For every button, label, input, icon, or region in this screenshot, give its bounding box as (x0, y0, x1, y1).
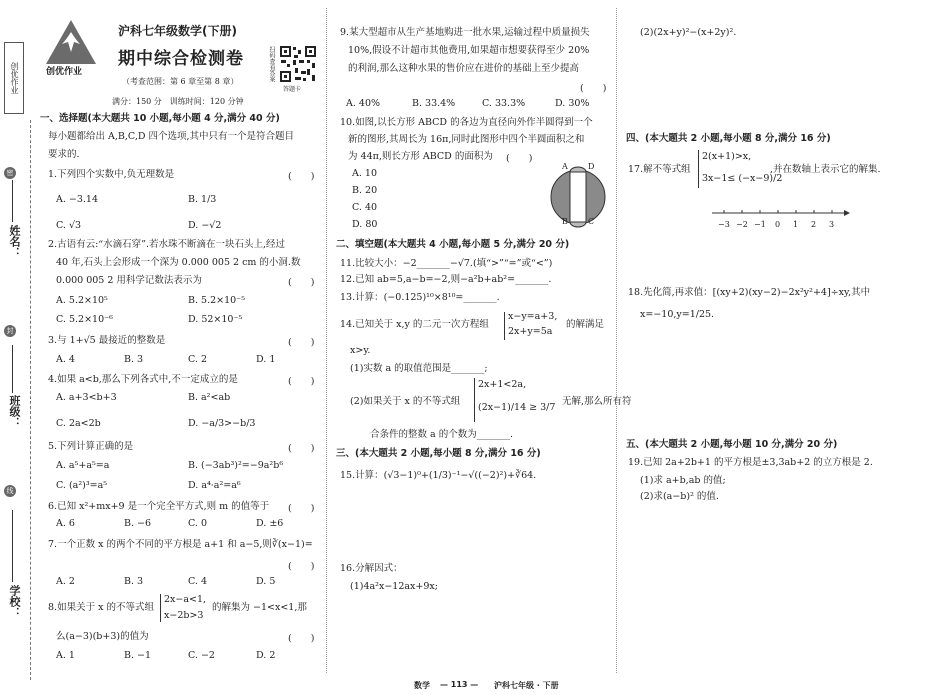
section-4-title: 四、(本大题共 2 小题,每小题 8 分,满分 16 分) (626, 133, 831, 144)
q3-option-c[interactable]: C. 2 (188, 354, 208, 365)
label-C: C (588, 217, 595, 226)
q4-option-a[interactable]: A. a+3<b+3 (56, 392, 117, 403)
q5-option-d[interactable]: D. a⁴·a²=a⁶ (188, 480, 241, 491)
label-D: D (588, 162, 595, 171)
class-blank[interactable] (12, 345, 13, 393)
section-3-title: 三、(本大题共 2 小题,每小题 8 分,满分 16 分) (336, 448, 541, 459)
q7-option-a[interactable]: A. 2 (56, 576, 75, 587)
rectangle-semicircles-figure (548, 162, 608, 232)
question-12: 12.已知 ab=5,a−b=−2,则−a²b+ab²=_______. (340, 274, 552, 285)
q10-option-a[interactable]: A. 10 (352, 168, 377, 179)
q10-figure (548, 162, 608, 232)
question-15: 15.计算：(√3−1)⁰+(1/3)⁻¹−√((−2)²)+∛64. (340, 470, 537, 481)
q8-brace (160, 594, 161, 622)
qr-caption: 扫码查看答案 (268, 46, 275, 82)
question-7: 7.一个正数 x 的两个不同的平方根是 a+1 和 a−5,则∛(x−1)= (48, 539, 313, 550)
logo-text: 创优作业 (46, 67, 83, 77)
column-divider-2 (616, 8, 617, 673)
q6-option-b[interactable]: B. −6 (124, 518, 152, 529)
section-2-title: 二、填空题(本大题共 4 小题,每小题 5 分,满分 20 分) (336, 239, 570, 250)
logo-icon (44, 18, 98, 66)
q14-p2-system-1: 2x+1<2a, (478, 379, 527, 390)
q9-option-a[interactable]: A. 40% (346, 98, 381, 109)
q10-option-b[interactable]: B. 20 (352, 185, 378, 196)
q14-system-2: 2x+y=5a (508, 326, 553, 337)
answer-paren-1[interactable]: ( ) (288, 171, 315, 182)
answer-paren-8[interactable]: ( ) (288, 633, 315, 644)
q6-option-a[interactable]: A. 6 (56, 518, 75, 529)
tick-label: 0 (775, 220, 781, 229)
qr-code[interactable] (279, 45, 317, 83)
question-8-line-2: 么(a−3)(b+3)的值为 (56, 631, 149, 642)
answer-paren-7[interactable]: ( ) (288, 561, 315, 572)
question-10-line-1: 10.如图,以长方形 ABCD 的各边为直径向外作半圆得到一个 (340, 117, 593, 128)
question-10-line-3: 为 44π,则长方形 ABCD 的面积为 (348, 151, 493, 162)
question-3: 3.与 1+√5 最接近的整数是 (48, 335, 166, 346)
school-blank[interactable] (12, 510, 13, 582)
question-5: 5.下列计算正确的是 (48, 441, 134, 452)
section-1-intro: 每小题都给出 A,B,C,D 四个选项,其中只有一个是符合题目 (48, 131, 295, 142)
q17-brace (698, 150, 699, 188)
q8-option-d[interactable]: D. 2 (256, 650, 276, 661)
column-divider-1 (326, 8, 327, 673)
q4-option-d[interactable]: D. −a/3>−b/3 (188, 418, 256, 429)
question-4: 4.如果 a<b,那么下列各式中,不一定成立的是 (48, 374, 238, 385)
answer-paren-10[interactable]: ( ) (506, 153, 533, 164)
tick-label: 1 (793, 220, 799, 229)
answer-paren-2[interactable]: ( ) (288, 277, 315, 288)
question-19-line-1: 19.已知 2a+2b+1 的平方根是±3,3ab+2 的立方根是 2. (628, 457, 873, 468)
question-10-line-2: 新的图形,其周长为 16π,同时此图形中四个半圆面积之和 (348, 134, 585, 145)
question-18-line-2: x=−10,y=1/25. (640, 309, 715, 320)
q9-option-d[interactable]: D. 30% (555, 98, 590, 109)
question-17-post: ,并在数轴上表示它的解集. (770, 164, 881, 175)
question-2-line-3: 0.000 005 2 用科学记数法表示为 (56, 275, 202, 286)
q17-system-2: 3x−1≤ (−x−9)/2 (702, 173, 783, 184)
section-5-title: 五、(本大题共 2 小题,每小题 10 分,满分 20 分) (626, 439, 838, 450)
q8-option-a[interactable]: A. 1 (56, 650, 75, 661)
question-19-part-2: (2)求(a−b)² 的值. (640, 491, 719, 502)
seal-dot-3: 线 (4, 485, 16, 497)
question-14-part-2-post: 无解,那么所有符 (562, 396, 632, 407)
question-16-part-1: (1)4a²x−12ax+9x; (350, 581, 438, 592)
question-18-line-1: 18.先化简,再求值：[(xy+2)(xy−2)−2x²y²+4]÷xy,其中 (628, 287, 871, 298)
q2-option-d[interactable]: D. 52×10⁻⁵ (188, 314, 243, 325)
footer-subject: 数学 (414, 681, 430, 690)
q1-option-c[interactable]: C. √3 (56, 220, 82, 231)
tick-label: 2 (811, 220, 817, 229)
question-16: 16.分解因式： (340, 563, 403, 574)
question-17-pre: 17.解不等式组 (628, 164, 691, 175)
cut-line (30, 120, 31, 680)
seal-dot-1: 密 (4, 167, 16, 179)
answer-paren-4[interactable]: ( ) (288, 376, 315, 387)
name-blank[interactable] (12, 180, 13, 222)
q14-p2-system-2: (2x−1)/14 ≥ 3/7 (478, 402, 556, 413)
question-6: 6.已知 x²+mx+9 是一个完全平方式,则 m 的值等于 (48, 501, 270, 512)
q8-system-1: 2x−a<1, (164, 594, 207, 605)
question-8-post: 的解集为 −1<x<1,那 (212, 602, 307, 613)
q14-p2-brace (474, 378, 475, 422)
section-1-title: 一、选择题(本大题共 10 小题,每小题 4 分,满分 40 分) (40, 113, 280, 124)
question-8-pre: 8.如果关于 x 的不等式组 (48, 602, 154, 613)
q8-option-c[interactable]: C. −2 (188, 650, 215, 661)
q8-option-b[interactable]: B. −1 (124, 650, 152, 661)
exam-meta: 满分：150 分 训练时间：120 分钟 (112, 97, 244, 106)
page-number: — 113 — (440, 680, 479, 689)
question-13: 13.计算：(−0.125)¹⁰×8¹⁰=_______. (340, 292, 500, 303)
label-A: A (562, 162, 568, 171)
q7-option-b[interactable]: B. 3 (124, 576, 144, 587)
question-2-line-2: 40 年,石头上会形成一个深为 0.000 005 2 cm 的小洞.数 (56, 257, 301, 268)
question-16-part-2: (2)(2x+y)²−(x+2y)². (640, 27, 737, 38)
question-14-condition: x>y. (350, 345, 371, 356)
q3-option-d[interactable]: D. 1 (256, 354, 276, 365)
question-14-line-3: 合条件的整数 a 的个数为_______. (370, 429, 513, 440)
q9-option-c[interactable]: C. 33.3% (482, 98, 526, 109)
answer-paren-5[interactable]: ( ) (288, 443, 315, 454)
subtitle: 沪科七年级数学(下册) (118, 24, 237, 38)
tick-label: −1 (754, 220, 766, 229)
number-line[interactable] (712, 206, 852, 236)
answer-paren-3[interactable]: ( ) (288, 337, 315, 348)
page-title: 期中综合检测卷 (118, 49, 244, 69)
qr-code-icon (279, 45, 317, 83)
question-9-line-3: 的利润,那么这种水果的售价应在进价的基础上至少提高 (348, 63, 580, 74)
q10-option-d[interactable]: D. 80 (352, 219, 378, 230)
exam-scope: （考查范围：第 6 章至第 8 章） (122, 77, 239, 86)
number-line-axis (712, 206, 852, 220)
binding-sidebar (0, 0, 30, 695)
question-14-part-2-pre: (2)如果关于 x 的不等式组 (350, 396, 461, 407)
qr-sub: 答题卡 (283, 86, 302, 93)
q4-option-c[interactable]: C. 2a<2b (56, 418, 101, 429)
tick-label: −3 (718, 220, 730, 229)
q7-option-c[interactable]: C. 4 (188, 576, 208, 587)
q1-option-a[interactable]: A. −3.14 (56, 194, 99, 205)
logo (44, 18, 98, 76)
question-11: 11.比较大小：−2_______−√7.(填“>”“=”或“<”) (340, 258, 553, 269)
section-1-intro-2: 要求的. (48, 149, 80, 160)
q9-option-b[interactable]: B. 33.4% (412, 98, 456, 109)
q6-option-c[interactable]: C. 0 (188, 518, 208, 529)
class-label: 班级： (8, 395, 21, 428)
sidebar-brand: 创优作业 (4, 42, 24, 114)
tick-label: −2 (736, 220, 748, 229)
question-19-part-1: (1)求 a+b,ab 的值; (640, 475, 726, 486)
question-9-line-2: 10%,假设不计超市其他费用,如果超市想要获得至少 20% (348, 45, 590, 56)
footer-book: 沪科七年级 · 下册 (494, 681, 559, 690)
answer-paren-9[interactable]: ( ) (580, 83, 607, 94)
q7-option-d[interactable]: D. 5 (256, 576, 276, 587)
q3-option-a[interactable]: A. 4 (56, 354, 75, 365)
question-1: 1.下列四个实数中,负无理数是 (48, 169, 175, 180)
q3-option-b[interactable]: B. 3 (124, 354, 144, 365)
q10-option-c[interactable]: C. 40 (352, 202, 378, 213)
tick-label: 3 (829, 220, 835, 229)
q4-option-b[interactable]: B. a²<ab (188, 392, 231, 403)
q2-option-a[interactable]: A. 5.2×10⁵ (56, 295, 108, 306)
q5-option-a[interactable]: A. a⁵+a⁵=a (56, 460, 110, 471)
q14-system-1: x−y=a+3, (508, 311, 558, 322)
question-14-part-1: (1)实数 a 的取值范围是_______; (350, 363, 488, 374)
q6-option-d[interactable]: D. ±6 (256, 518, 284, 529)
school-label: 学校： (8, 585, 21, 618)
question-14-pre: 14.已知关于 x,y 的二元一次方程组 (340, 319, 489, 330)
q2-option-b[interactable]: B. 5.2×10⁻⁵ (188, 295, 245, 306)
question-14-post: 的解满足 (566, 319, 605, 330)
q5-option-c[interactable]: C. (a²)³=a⁵ (56, 480, 108, 491)
question-9-line-1: 9.某大型超市从生产基地购进一批水果,运输过程中质量损失 (340, 27, 590, 38)
q5-option-b[interactable]: B. (−3ab³)²=−9a²b⁶ (188, 460, 284, 471)
q2-option-c[interactable]: C. 5.2×10⁻⁶ (56, 314, 113, 325)
label-B: B (562, 217, 568, 226)
q1-option-b[interactable]: B. 1/3 (188, 194, 217, 205)
q17-system-1: 2(x+1)>x, (702, 151, 752, 162)
answer-paren-6[interactable]: ( ) (288, 503, 315, 514)
q1-option-d[interactable]: D. −√2 (188, 220, 222, 231)
question-2-line-1: 2.古语有云:“水滴石穿”.若水珠不断滴在一块石头上,经过 (48, 239, 286, 250)
q8-system-2: x−2b>3 (164, 610, 204, 621)
name-label: 姓名： (8, 225, 21, 258)
seal-dot-2: 封 (4, 325, 16, 337)
q14-brace (504, 312, 505, 340)
